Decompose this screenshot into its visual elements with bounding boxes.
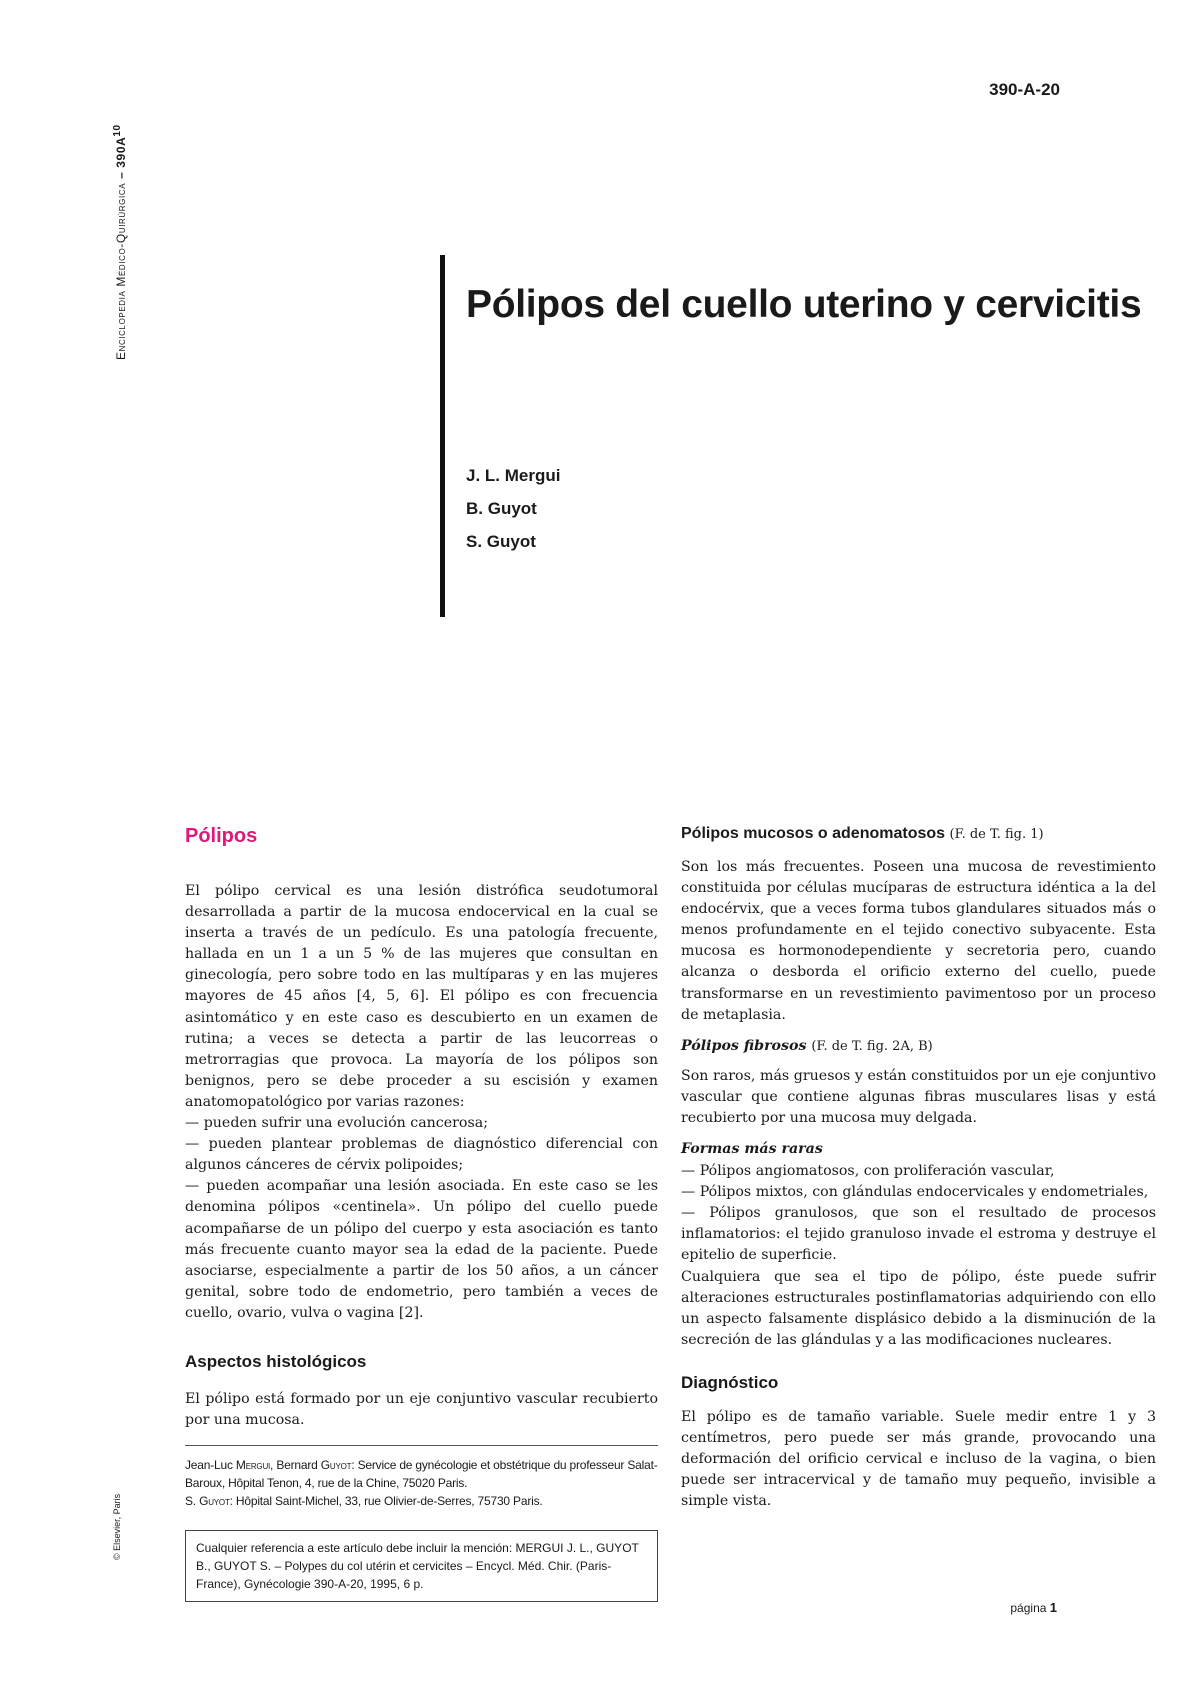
right-column	[681, 825, 1156, 1512]
list-item: — Pólipos granulosos, que son el resultado de procesos inflamatorios: el tejido granuloso invade el estroma y destruye el epitelio de superficie.	[681, 1205, 1156, 1264]
intro-paragraph: El pólipo cervical es una lesión distrófica seudotumoral desarrollada a partir de la mucosa endocervical en la cual se inserta a través de un pedículo. Es una patología frecuente, hallada en un 1 a un 5 % de las mujeres que consultan en ginecología, pero sobre todo en las multíparas y en las mujeres mayores de 45 años [4, 5, 6]. El pólipo es con frecuencia asintomático y en este caso es descubierto en un examen de rutina; a veces se detecta a partir de las leucorreas o metrorragias que provoca. La mayoría de los pólipos son benignos, pero se debe proceder a su escisión y examen anatomopatológico por varias razones:	[185, 883, 658, 1110]
left-column	[185, 825, 658, 1602]
journal-sidebar-label	[112, 124, 128, 360]
alterations-paragraph: Cualquiera que sea el tipo de pólipo, éste puede sufrir alteraciones estructurales postinflamatorias adquiriendo con ello un aspecto falsamente displásico debido a la disminución de la secreción de las glándulas y a las modificaciones nucleares.	[681, 1268, 1156, 1348]
section-heading-fibrosos: Pólipos fibrosos (F. de T. fig. 2A, B)	[681, 1037, 933, 1054]
author-affiliations: Jean-Luc Mergui, Bernard Guyot: Service de gynécologie et obstétrique du professeur Salat-Baroux, Hôpital Tenon, 4, rue de la Chine, 75020 Paris. S. Guyot: Hôpital Saint-Michel, 33, rue Olivier-de-Serres, 75730 Paris.	[185, 1445, 658, 1510]
section-heading-diagnostico: Diagnóstico	[681, 1372, 779, 1392]
citation-box: Cualquier referencia a este artículo debe incluir la mención: MERGUI J. L., GUYOT B., GUYOT S. – Polypes du col utérin et cervicites – Encycl. Méd. Chir. (Paris-France), Gynécologie 390-A-20, 1995, 6 p.	[185, 1530, 658, 1602]
list-item: — Pólipos mixtos, con glándulas endocervicales y endometriales,	[681, 1184, 1149, 1201]
page-number: página 1	[1010, 1600, 1057, 1615]
title-rule	[440, 255, 445, 617]
fibrous-paragraph: Son raros, más gruesos y están constituidos por un eje conjuntivo vascular que contiene algunas fibras musculares lisas y está recubierto por una mucosa muy delgada.	[681, 1067, 1156, 1126]
mucosal-paragraph: Son los más frecuentes. Poseen una mucosa de revestimiento constituida por células mucíparas de estructura idéntica a la del endocérvix, que a veces forma tubos glandulares situados más o menos profundamente en el tejido conectivo subyacente. Esta mucosa es hormonodependiente y secretoria pero, cuando alcanza o desborda el orificio externo del cuello, puede transformarse en un revestimiento pavimentoso por un proceso de metaplasia.	[681, 859, 1156, 1023]
list-item: — Pólipos angiomatosos, con proliferación vascular,	[681, 1163, 1055, 1180]
author: S. Guyot	[466, 532, 536, 551]
section-heading-polipos: Pólipos	[185, 825, 258, 847]
section-heading-formas-raras: Formas más raras	[681, 1141, 823, 1158]
histology-paragraph: El pólipo está formado por un eje conjuntivo vascular recubierto por una mucosa.	[185, 1390, 658, 1429]
article-title: Pólipos del cuello uterino y cervicitis	[466, 283, 1142, 326]
author: B. Guyot	[466, 499, 537, 518]
author: J. L. Mergui	[466, 466, 561, 485]
journal-name: Enciclopedia Médico-Quirúrgica	[114, 182, 128, 360]
list-item: — pueden plantear problemas de diagnóstico diferencial con algunos cánceres de cérvix polipoides;	[185, 1136, 658, 1174]
section-heading-mucosos: Pólipos mucosos o adenomatosos (F. de T. fig. 1)	[681, 825, 1044, 842]
journal-code: – $390A^{10}$	[112, 124, 128, 183]
copyright-notice: © Elsevier, Paris	[112, 1493, 122, 1560]
section-heading-histologia: Aspectos histológicos	[185, 1351, 367, 1371]
article-reference-code: 390-A-20	[989, 80, 1060, 99]
author-list	[466, 466, 560, 565]
list-item: — pueden acompañar una lesión asociada. En este caso se les denomina pólipos «centinela». Un pólipo del cuello puede acompañarse de un pólipo del cuerpo y esta asociación es tanto más frecuente cuanto mayor sea la edad de la paciente. Puede asociarse, especialmente a partir de los 50 años, a un cáncer genital, sobre todo de endometrio, pero también a veces de cuello, ovario, vulva o vagina [2].	[185, 1178, 658, 1321]
list-item: — pueden sufrir una evolución cancerosa;	[185, 1115, 488, 1132]
diagnosis-paragraph: El pólipo es de tamaño variable. Suele medir entre 1 y 3 centímetros, pero puede ser más grande, provocando una deformación del orificio cervical e incluso de la vagina, o bien puede ser intracervical y de tamaño muy pequeño, invisible a simple vista.	[681, 1408, 1156, 1510]
